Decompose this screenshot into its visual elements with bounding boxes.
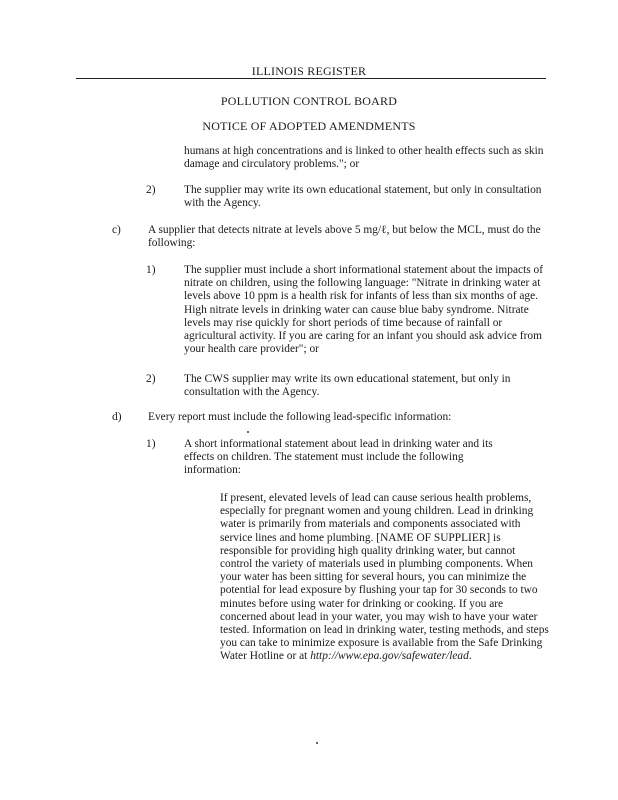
item-d1-label: 1) [146, 438, 156, 450]
epa-lead-link[interactable]: http://www.epa.gov/safewater/lead [310, 650, 469, 663]
notice-title: NOTICE OF ADOPTED AMENDMENTS [202, 119, 416, 133]
header-rule [76, 78, 546, 79]
item-c2-label: 2) [146, 373, 156, 385]
board-title: POLLUTION CONTROL BOARD [220, 94, 398, 108]
item-c1-text: The supplier must include a short informational statement about the impacts of nitrate on children, using the following language: "Nitrate in drinking water at levels above 10 ppm is a health risk for infants of less than six months of age. High nitrate levels in drinking water can cause blue baby syndrome. Nitrate levels may rise quickly for short periods of time because of rainfall or agricultural activity. If you are caring for an infant you should ask advice from your health care provider"; or [184, 264, 544, 356]
item-c2-text: The CWS supplier may write its own educational statement, but only in consultation with the Agency. [184, 373, 511, 399]
scan-speck-bottom [316, 742, 318, 744]
lead-statement-quote [220, 492, 550, 664]
continuation-text: humans at high concentrations and is linked to other health effects such as skin damage and circulatory problems."; or [184, 145, 544, 171]
item-c-text: A supplier that detects nitrate at levels above 5 mg/ℓ, but below the MCL, must do the following: [148, 224, 541, 250]
item-b2-label: 2) [146, 184, 156, 196]
item-b2-text: The supplier may write its own educational statement, but only in consultation with the Agency. [184, 184, 542, 210]
lead-statement-text: If present, elevated levels of lead can cause serious health problems, especially for pregnant women and young children. Lead in drinking water is primarily from materials and components associated with service lines and home plumbing. [NAME OF SUPPLIER] is responsible for providing high quality drinking water, but cannot control the variety of materials used in plumbing components. When your water has been sitting for several hours, you can minimize the potential for lead exposure by flushing your tap for 30 seconds to two minutes before using water for drinking or cooking. If you are concerned about lead in your water, you may wish to have your water tested. Information on lead in drinking water, testing methods, and steps you can take to minimize exposure is available from the Safe Drinking Water Hotline or at [220, 492, 549, 663]
lead-statement-end: . [468, 650, 472, 663]
scan-speck [247, 431, 249, 433]
item-c1-label: 1) [146, 264, 156, 276]
item-d1-text: A short informational statement about lead in drinking water and its effects on children. The statement must include the following information: [184, 438, 493, 477]
item-d-label: d) [112, 411, 122, 423]
register-title: ILLINOIS REGISTER [251, 64, 367, 78]
item-d-text: Every report must include the following lead-specific information: [148, 411, 452, 423]
item-c-label: c) [112, 224, 121, 236]
